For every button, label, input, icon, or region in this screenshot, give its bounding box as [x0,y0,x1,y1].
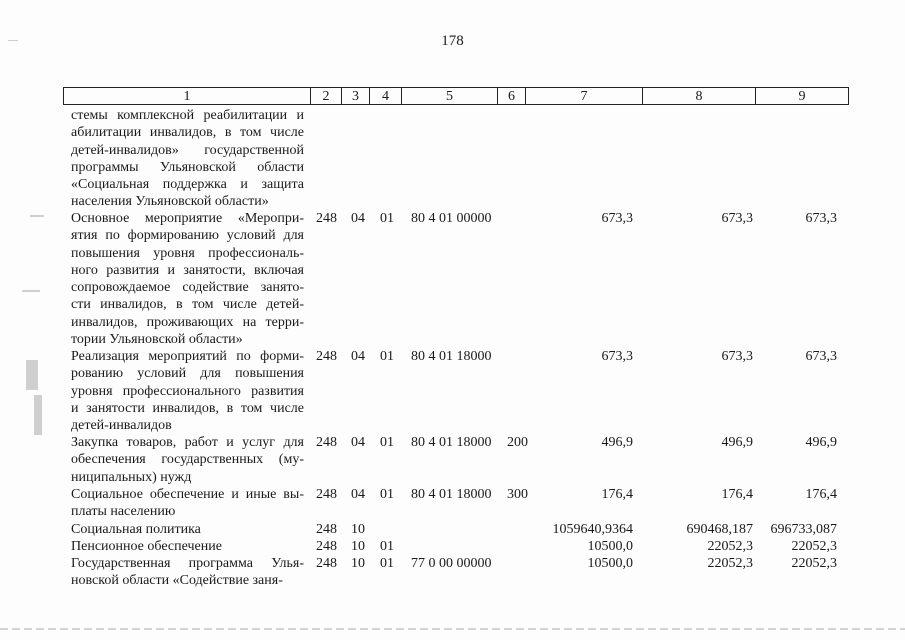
page-bottom-edge [0,628,905,630]
cell-c7: 10500,0 [587,556,633,571]
description-line: детей-инвалидов» государственной [71,142,304,158]
header-col-4: 4 [370,87,402,105]
cell-c7: 176,4 [601,487,633,502]
cell-c8: 496,9 [721,435,753,450]
header-col-2: 2 [311,87,342,105]
description-line: сти инвалидов, в том числе детей- [71,297,304,313]
header-col-5: 5 [402,87,498,105]
description-line: Пенсионное обеспечение [71,539,222,554]
cell-c3: 04 [351,211,365,226]
description-line: стемы комплексной реабилитации и [71,108,304,123]
header-col-7: 7 [526,87,643,105]
cell-c9: 176,4 [805,487,837,502]
description-line: детей-инвалидов [71,418,172,434]
cell-c5: 80 4 01 00000 [411,211,492,226]
header-col-3: 3 [342,87,370,105]
cell-c2: 248 [316,211,337,226]
cell-c5: 80 4 01 18000 [411,349,492,364]
cell-c5: 80 4 01 18000 [411,435,492,450]
row-description [71,210,304,348]
description-line: тории Ульяновской области» [71,332,243,348]
cell-c2: 248 [316,349,337,364]
description-line: ниципальных) нужд [71,469,192,485]
description-line: Основное мероприятие «Меропри- [71,211,304,226]
cell-c7: 673,3 [601,211,633,226]
description-line: рованию условий для повышения [71,366,304,382]
description-line: Государственная программа Улья- [71,556,304,571]
cell-c9: 22052,3 [791,539,837,554]
description-line: Социальная политика [71,522,201,537]
description-line: новской области «Содействие заня- [71,573,283,589]
description-line: абилитации инвалидов, в том числе [71,125,304,141]
cell-c9: 496,9 [805,435,837,450]
cell-c7: 673,3 [601,349,633,364]
description-line: ного развития и занятости, включая [71,262,304,278]
description-line: повышения уровня профессиональ- [71,245,304,261]
cell-c6: 200 [507,435,528,450]
scan-artifact [30,215,44,217]
row-description [71,434,304,486]
cell-c7: 1059640,9364 [552,522,633,537]
header-col-8: 8 [643,87,756,105]
description-line: уровня профессионального развития [71,383,304,399]
cell-c4: 01 [380,211,394,226]
description-line: сопровождаемое содействие занято- [71,280,304,296]
cell-c6: 300 [507,487,528,502]
cell-c8: 673,3 [721,211,753,226]
cell-c3: 10 [351,539,365,554]
header-col-6: 6 [498,87,526,105]
cell-c9: 673,3 [805,349,837,364]
cell-c9: 696733,087 [770,522,837,537]
cell-c4: 01 [380,539,394,554]
scan-artifact [8,40,18,41]
cell-c7: 496,9 [601,435,633,450]
description-line: «Социальная поддержка и защита [71,177,304,193]
cell-c4: 01 [380,556,394,571]
cell-c5: 80 4 01 18000 [411,487,492,502]
cell-c5: 77 0 00 00000 [411,556,492,571]
cell-c2: 248 [316,487,337,502]
cell-c9: 673,3 [805,211,837,226]
row-description [71,107,304,211]
row-description [71,521,304,538]
description-line: ятия по формированию условий для [71,228,304,244]
row-description [71,348,304,434]
header-col-9: 9 [756,87,849,105]
cell-c3: 10 [351,556,365,571]
row-description [71,538,304,555]
row-description [71,486,304,521]
description-line: обеспечения государственных (му- [71,452,304,468]
cell-c3: 04 [351,487,365,502]
description-line: и занятости инвалидов, в том числе [71,400,304,416]
scan-artifact [26,360,38,390]
row-description [71,555,304,590]
cell-c2: 248 [316,539,337,554]
cell-c4: 01 [380,487,394,502]
description-line: платы населению [71,504,176,520]
description-line: Реализация мероприятий по форми- [71,349,304,364]
page-number: 178 [441,33,464,49]
cell-c4: 01 [380,349,394,364]
cell-c2: 248 [316,435,337,450]
scan-artifact [34,395,42,435]
cell-c8: 690468,187 [686,522,753,537]
cell-c2: 248 [316,522,337,537]
cell-c4: 01 [380,435,394,450]
cell-c8: 673,3 [721,349,753,364]
cell-c8: 22052,3 [707,556,753,571]
cell-c3: 04 [351,435,365,450]
cell-c8: 22052,3 [707,539,753,554]
cell-c2: 248 [316,556,337,571]
cell-c3: 04 [351,349,365,364]
cell-c9: 22052,3 [791,556,837,571]
cell-c3: 10 [351,522,365,537]
cell-c7: 10500,0 [587,539,633,554]
scan-artifact [22,290,40,292]
description-line: программы Ульяновской области [71,159,304,175]
description-line: инвалидов, проживающих на терри- [71,314,304,330]
header-col-1: 1 [63,87,311,105]
cell-c8: 176,4 [721,487,753,502]
description-line: населения Ульяновской области» [71,194,269,210]
description-line: Социальное обеспечение и иные вы- [71,487,304,502]
description-line: Закупка товаров, работ и услуг для [71,435,304,450]
